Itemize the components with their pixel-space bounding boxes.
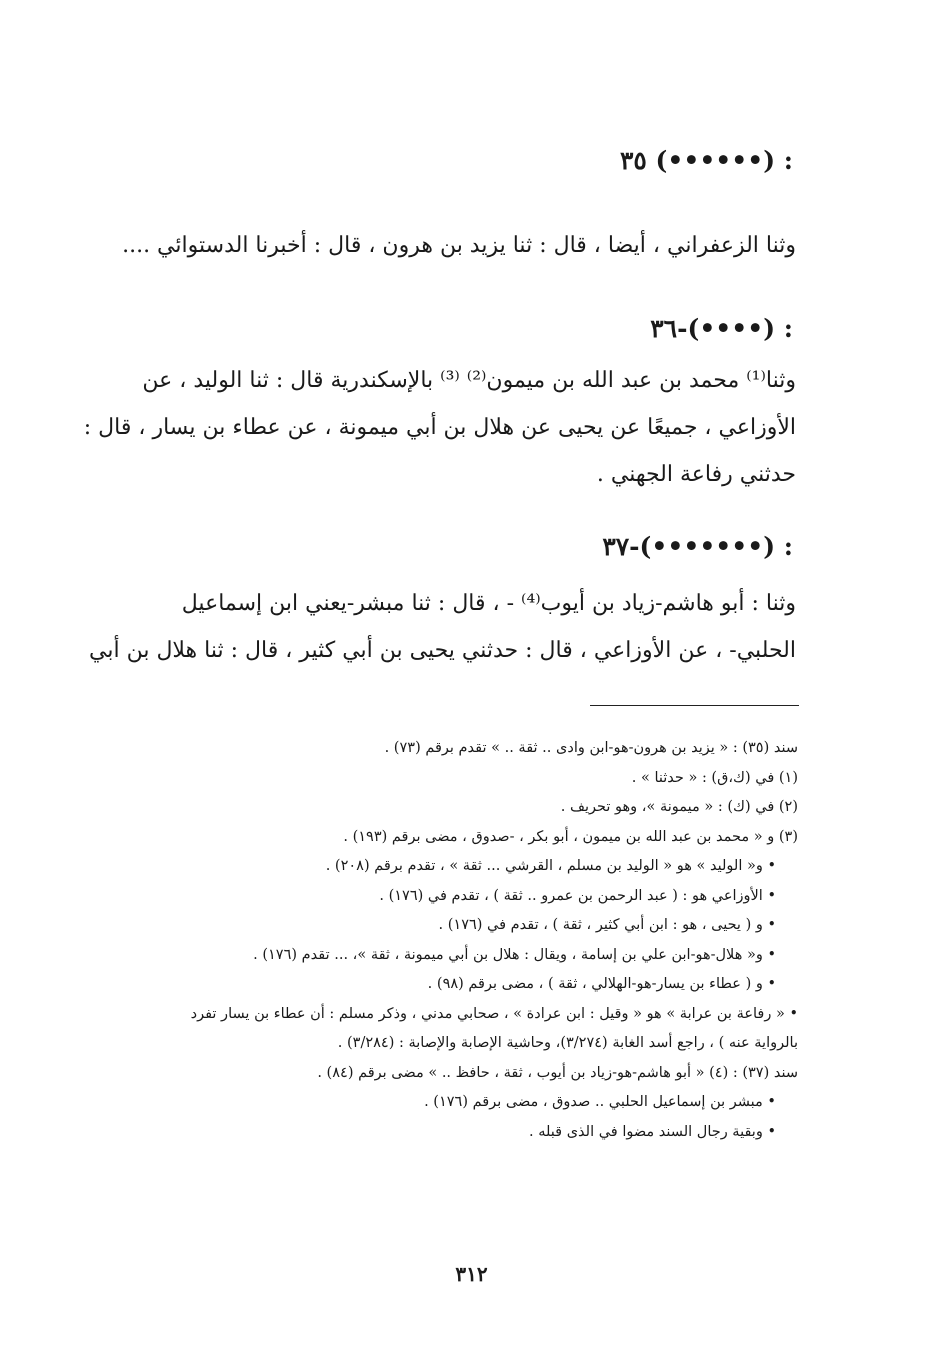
footnote-line: • و« الوليد » هو « الوليد بن مسلم ، القرشي ... ثقة » ، تقدم برقم (٢٠٨) .	[325, 858, 776, 874]
text-line: وثنا : أبو هاشم-زياد بن أيوب⁽⁴⁾ - ، قال : ثنا مبشر-يعني ابن إسماعيل	[181, 591, 796, 616]
footnote-line: • « رفاعة بن عرابة » هو « وقيل : ابن عرادة » ، صحابي مدني ، وذكر مسلم : أن عطاء بن يسار تفرد	[190, 1005, 798, 1022]
footnote-separator	[590, 705, 799, 706]
footnote-line: • و ( يحيى ، هو : ابن أبي كثير ، ثقة ) ، تقدم في (١٧٦) .	[438, 917, 776, 933]
footnote-line: • مبشر بن إسماعيل الحلبي .. صدوق ، مضى برقم (١٧٦) .	[424, 1094, 776, 1110]
footnote-line: (٢) في (ك) : « ميمونة »، وهو تحريف .	[560, 799, 798, 815]
footnote-line: سند (٣٧) : (٤) « أبو هاشم-هو-زياد بن أيوب ، ثقة ، حافظ .. » مضى برقم (٨٤) .	[317, 1064, 798, 1081]
footnote-line: • و« هلال-هو-ابن علي بن إسامة ، ويقال : هلال بن أبي ميمونة ، ثقة »، ... تقدم (١٧٦) .	[253, 946, 776, 963]
footnote-line: سند (٣٥) : « يزيد بن هرون-هو-ابن وادى .. ثقة .. » تقدم برقم (٧٣) .	[384, 740, 798, 756]
footnote-line: بالرواية عنه ) ، راجع أسد الغابة (٣/٢٧٤)، وحاشية الإصابة والإصابة : (٣/٢٨٤) .	[337, 1035, 798, 1051]
hadith-37-heading: ٣٧-(•••••••) :	[602, 532, 793, 561]
text-line: حدثني رفاعة الجهني .	[596, 462, 796, 487]
footnotes	[115, 734, 798, 1147]
footnote-line: (٣) و « محمد بن عبد الله بن ميمون ، أبو بكر ، -صدوق ، مضى برقم (١٩٣) .	[343, 828, 798, 845]
text-line: وثنا⁽¹⁾ محمد بن عبد الله بن ميمون⁽²⁾ ⁽³⁾ بالإسكندرية قال : ثنا الوليد ، عن	[142, 368, 796, 393]
hadith-37-text	[89, 580, 796, 674]
footnote-line: • الأوزاعي هو : ( عبد الرحمن بن عمرو .. ثقة ) ، تقدم في (١٧٦) .	[379, 887, 776, 904]
hadith-35-text	[122, 222, 796, 269]
page-number: ٣١٢	[455, 1262, 488, 1286]
text-line: وثنا الزعفراني ، أيضا ، قال : ثنا يزيد بن هرون ، قال : أخبرنا الدستوائي ....	[122, 233, 796, 258]
hadith-36-heading: ٣٦-(••••) :	[650, 314, 793, 343]
text-line: الحلبي- ، عن الأوزاعي ، قال : حدثني يحيى بن أبي كثير ، قال : ثنا هلال بن أبي	[89, 638, 796, 663]
footnote-line: • وبقية رجال السند مضوا في الذى قبله .	[528, 1123, 776, 1140]
hadith-36-text	[83, 357, 796, 498]
hadith-35-heading: ٣٥ (••••••) :	[619, 146, 793, 175]
text-line: الأوزاعي ، جميعًا عن يحيى عن هلال بن أبي ميمونة ، عن عطاء بن يسار ، قال :	[83, 415, 796, 440]
footnote-line: • و ( عطاء بن يسار-هو-الهلالي ، ثقة ) ، مضى برقم (٩٨) .	[427, 976, 776, 992]
footnote-line: (١) في (ك،ق) : « حدثنا » .	[631, 769, 798, 786]
